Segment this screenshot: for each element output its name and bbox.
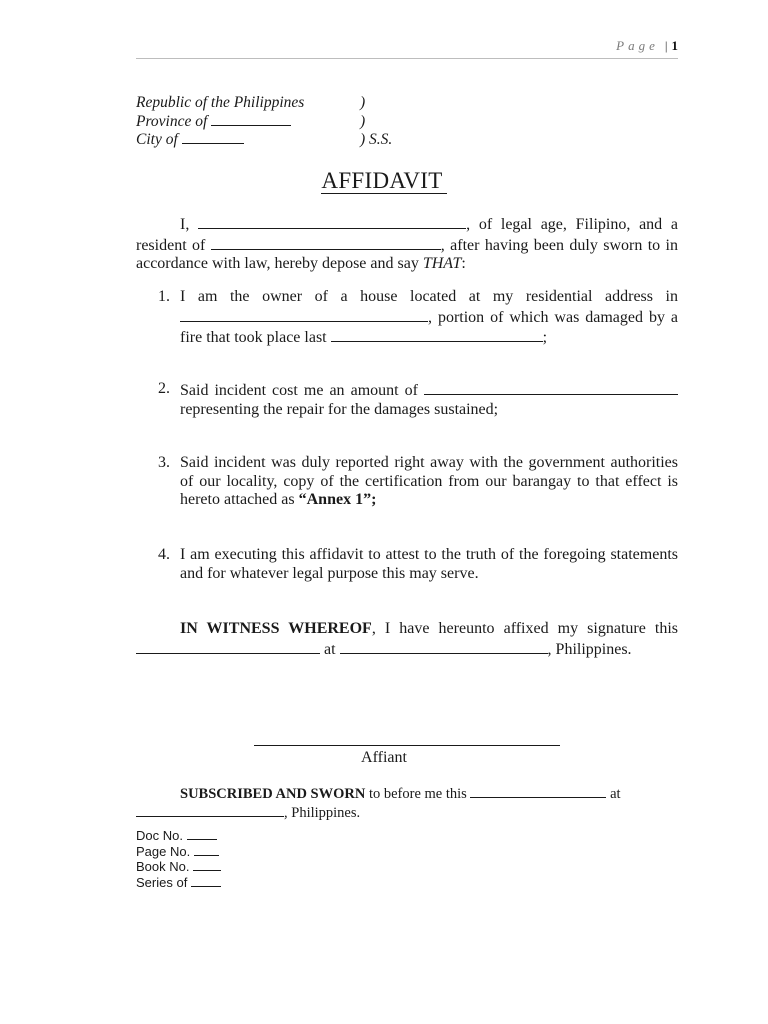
venue-ss: ) S.S.	[360, 131, 393, 148]
venue-province: Province of	[136, 112, 208, 130]
jurat-paragraph: SUBSCRIBED AND SWORN to before me this at , Philippines.	[136, 785, 678, 822]
page-header	[136, 38, 678, 59]
fire-date-blank	[331, 327, 543, 342]
signing-place-blank	[340, 639, 548, 654]
jurat-place-blank	[136, 805, 284, 817]
page-separator: |	[664, 38, 668, 53]
jurat-date-blank	[470, 786, 606, 798]
page-label: Page	[616, 38, 659, 53]
series-blank	[191, 875, 221, 887]
amount-blank	[424, 380, 678, 395]
venue-block	[136, 94, 393, 150]
list-item: 4. I am executing this affidavit to attest to the truth of the foregoing statements and for whatever legal purpose this may serve.	[158, 546, 678, 582]
intro-paragraph: I, , of legal age, Filipino, and a resident of , after having been duly sworn to in accordance with law, hereby depose and say THAT:	[136, 216, 679, 273]
list-item: 2. Said incident cost me an amount of representing the repair for the damages sustained;	[136, 380, 678, 419]
affiant-label: Affiant	[361, 749, 407, 766]
document-title: AFFIDAVIT	[0, 168, 768, 194]
doc-no-blank	[187, 828, 217, 840]
name-blank	[198, 214, 466, 229]
witness-paragraph: IN WITNESS WHEREOF, I have hereunto affixed my signature this at , Philippines.	[136, 620, 678, 659]
page-number: 1	[671, 38, 678, 53]
list-item: 1. I am the owner of a house located at my residential address in , portion of which was damaged by a fire that took place last ;	[158, 288, 678, 347]
signing-date-blank	[136, 639, 320, 654]
residence-blank	[211, 235, 441, 250]
venue-republic: Republic of the Philippines	[136, 94, 305, 111]
notarial-register: Doc No. Page No. Book No. Series of	[136, 828, 221, 890]
annex-reference: Annex 1	[306, 491, 364, 509]
affiant-signature-line	[254, 745, 560, 746]
page-no-blank	[194, 844, 219, 856]
list-item: 3. Said incident was duly reported right away with the government authorities of our locality, copy of the certification from our barangay to that effect is hereto attached as “Annex 1”;	[158, 454, 678, 509]
city-blank	[182, 131, 244, 144]
book-no-blank	[193, 859, 221, 871]
address-blank	[180, 307, 428, 322]
venue-paren-2: )	[360, 112, 366, 130]
province-blank	[211, 113, 291, 126]
venue-paren-1: )	[360, 94, 366, 111]
venue-city: City of	[136, 131, 178, 148]
